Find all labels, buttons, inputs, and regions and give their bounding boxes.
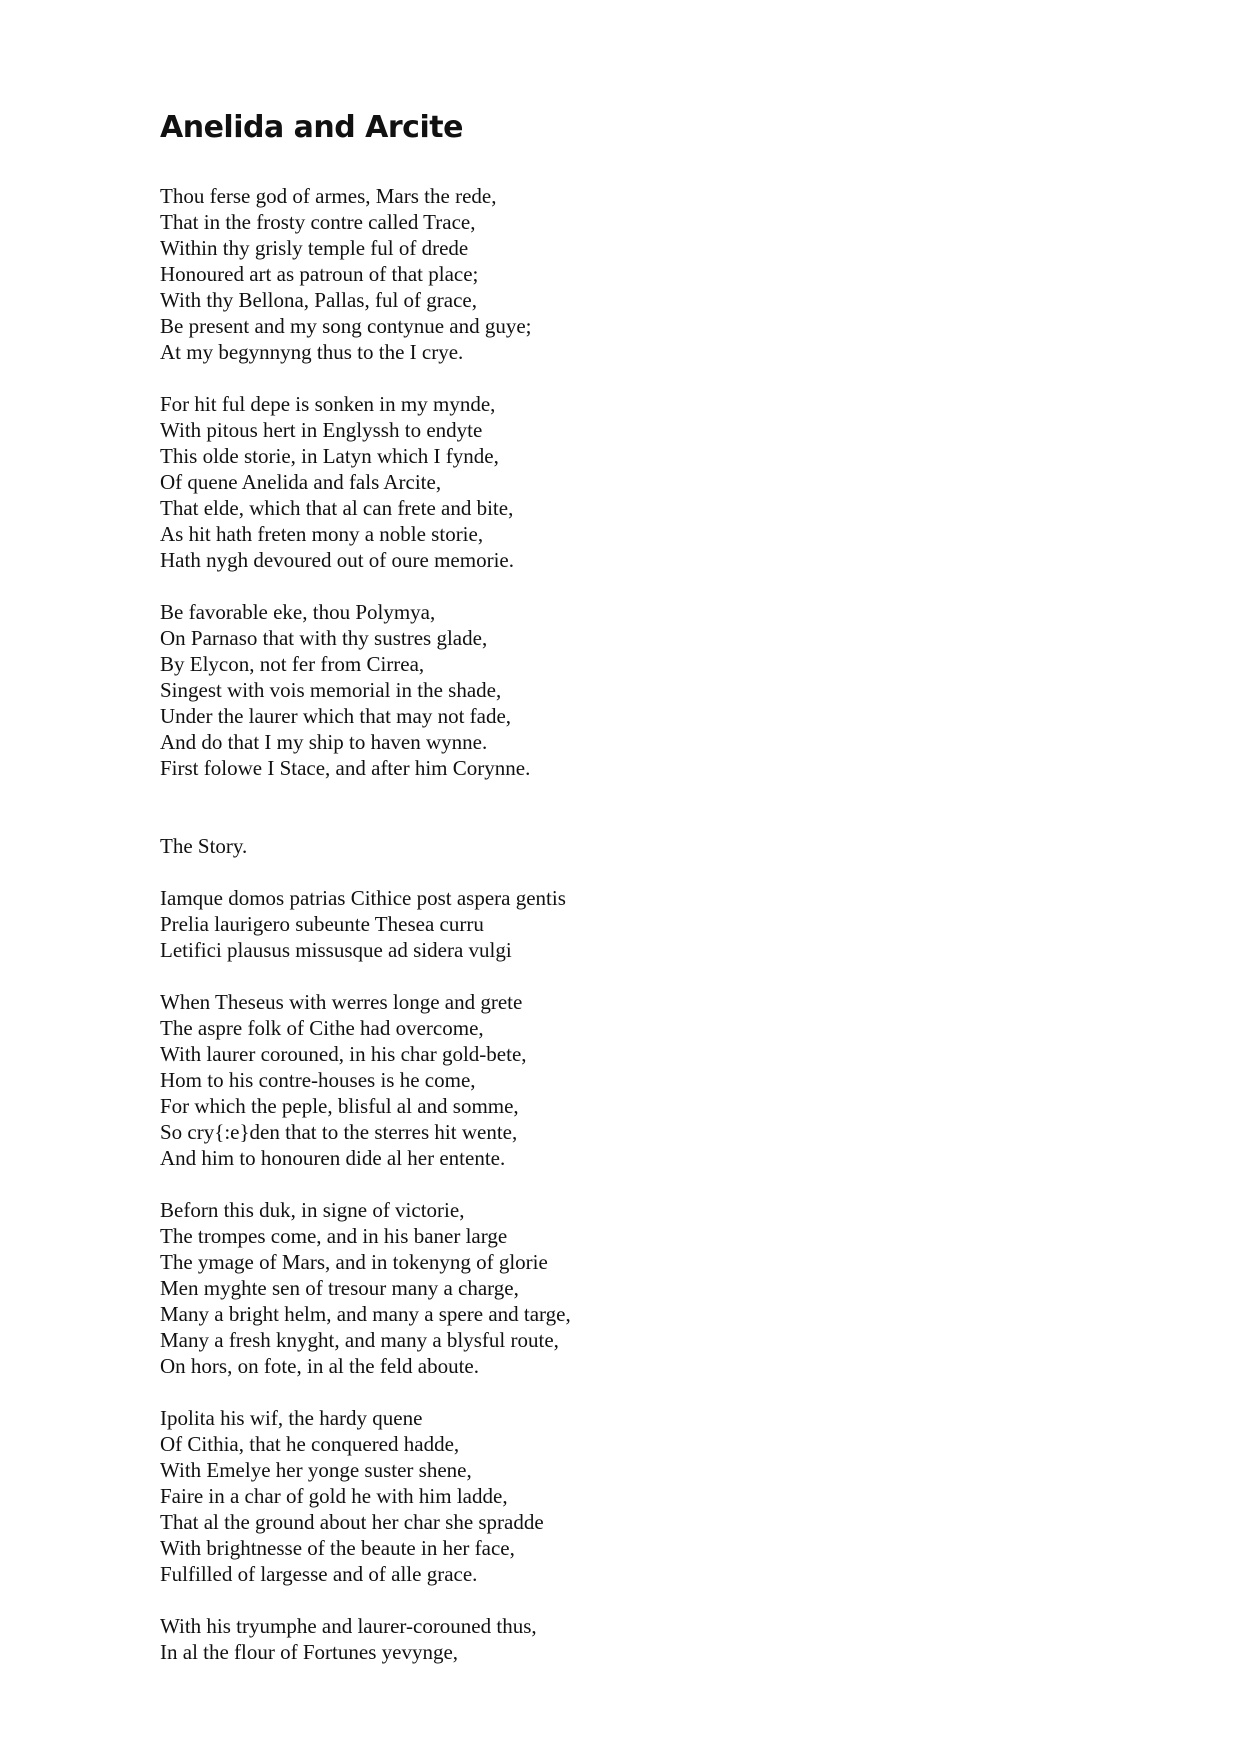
proem-stanza-2 xyxy=(160,391,1060,573)
proem-stanza-1 xyxy=(160,183,1060,365)
document-title: Anelida and Arcite xyxy=(160,110,463,145)
proem-stanza-3 xyxy=(160,599,1060,781)
verse-line: Many a fresh knyght, and many a blysful route, xyxy=(160,1328,559,1352)
verse-line: With brightnesse of the beaute in her face, xyxy=(160,1536,515,1560)
verse-line: Hom to his contre-houses is he come, xyxy=(160,1068,476,1092)
verse-line: Thou ferse god of armes, Mars the rede, xyxy=(160,184,497,208)
verse-line: When Theseus with werres longe and grete xyxy=(160,990,523,1014)
verse-line: Be present and my song contynue and guye; xyxy=(160,314,532,338)
verse-line: That elde, which that al can frete and bite, xyxy=(160,496,514,520)
section-heading: The Story. xyxy=(160,834,248,858)
verse-line: Honoured art as patroun of that place; xyxy=(160,262,479,286)
verse-line: First folowe I Stace, and after him Corynne. xyxy=(160,756,531,780)
verse-line: By Elycon, not fer from Cirrea, xyxy=(160,652,425,676)
verse-line: That al the ground about her char she spradde xyxy=(160,1510,544,1534)
verse-line: Singest with vois memorial in the shade, xyxy=(160,678,502,702)
verse-line: Be favorable eke, thou Polymya, xyxy=(160,600,436,624)
verse-line: With thy Bellona, Pallas, ful of grace, xyxy=(160,288,477,312)
verse-line: That in the frosty contre called Trace, xyxy=(160,210,476,234)
verse-line: With his tryumphe and laurer-corouned thus, xyxy=(160,1614,537,1638)
verse-line: With laurer corouned, in his char gold-bete, xyxy=(160,1042,527,1066)
verse-line: Fulfilled of largesse and of alle grace. xyxy=(160,1562,478,1586)
verse-line: And do that I my ship to haven wynne. xyxy=(160,730,488,754)
verse-line: The aspre folk of Cithe had overcome, xyxy=(160,1016,484,1040)
verse-line: Hath nygh devoured out of oure memorie. xyxy=(160,548,514,572)
verse-line: With pitous hert in Englyssh to endyte xyxy=(160,418,483,442)
verse-line: Many a bright helm, and many a spere and targe, xyxy=(160,1302,571,1326)
verse-line: In al the flour of Fortunes yevynge, xyxy=(160,1640,459,1664)
story-stanza-4 xyxy=(160,1613,1060,1665)
verse-line: For hit ful depe is sonken in my mynde, xyxy=(160,392,496,416)
story-stanza-3 xyxy=(160,1405,1060,1587)
verse-line: The ymage of Mars, and in tokenyng of glorie xyxy=(160,1250,548,1274)
poem-body xyxy=(160,183,1060,1691)
verse-line: On Parnaso that with thy sustres glade, xyxy=(160,626,488,650)
verse-line: Faire in a char of gold he with him ladde, xyxy=(160,1484,508,1508)
verse-line: This olde storie, in Latyn which I fynde, xyxy=(160,444,499,468)
verse-line: On hors, on fote, in al the feld aboute. xyxy=(160,1354,479,1378)
verse-line: At my begynnyng thus to the I crye. xyxy=(160,340,464,364)
section-heading-block xyxy=(160,833,1060,859)
epigraph-line: Prelia laurigero subeunte Thesea curru xyxy=(160,912,484,936)
verse-line: Men myghte sen of tresour many a charge, xyxy=(160,1276,519,1300)
verse-line: With Emelye her yonge suster shene, xyxy=(160,1458,472,1482)
story-stanza-2 xyxy=(160,1197,1060,1379)
verse-line: So cry{:e}den that to the sterres hit wente, xyxy=(160,1120,518,1144)
story-stanza-1 xyxy=(160,989,1060,1171)
verse-line: Of Cithia, that he conquered hadde, xyxy=(160,1432,460,1456)
verse-line: As hit hath freten mony a noble storie, xyxy=(160,522,484,546)
epigraph-line: Letifici plausus missusque ad sidera vulgi xyxy=(160,938,512,962)
verse-line: And him to honouren dide al her entente. xyxy=(160,1146,506,1170)
verse-line: Under the laurer which that may not fade, xyxy=(160,704,512,728)
verse-line: The trompes come, and in his baner large xyxy=(160,1224,508,1248)
verse-line: Of quene Anelida and fals Arcite, xyxy=(160,470,442,494)
epigraph-line: Iamque domos patrias Cithice post aspera gentis xyxy=(160,886,566,910)
verse-line: Ipolita his wif, the hardy quene xyxy=(160,1406,423,1430)
verse-line: Beforn this duk, in signe of victorie, xyxy=(160,1198,465,1222)
latin-epigraph xyxy=(160,885,1060,963)
verse-line: For which the peple, blisful al and somme, xyxy=(160,1094,519,1118)
verse-line: Within thy grisly temple ful of drede xyxy=(160,236,469,260)
